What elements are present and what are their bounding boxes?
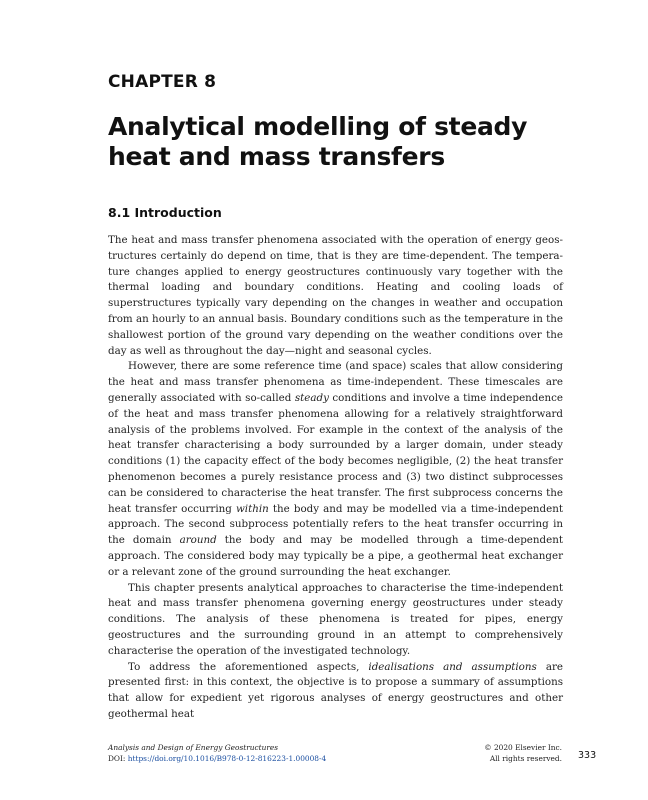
- emphasis-steady: steady: [294, 391, 329, 404]
- section-heading: 8.1 Introduction: [108, 205, 222, 220]
- paragraph-4: [108, 660, 563, 723]
- doi-prefix: DOI:: [108, 754, 128, 763]
- paragraph-2-text-c: the body and may be modelled via a time-independent approach. The second subprocess potentially refers to the heat transfer occurring in the domain: [108, 502, 563, 547]
- copyright-notice: © 2020 Elsevier Inc.: [484, 743, 562, 752]
- emphasis-around: around: [179, 534, 217, 547]
- page-number: 333: [578, 750, 597, 761]
- emphasis-idealisations: idealisations and assumptions: [368, 660, 537, 673]
- paragraph-2-text-a: However, there are some reference time (and space) scales that allow considering the heat and mass transfer phenomena as time-independent. These timescales are generally associated with so-called: [108, 360, 563, 404]
- body-text: [108, 233, 563, 723]
- paragraph-3: This chapter presents analytical approaches to characterise the time-independent heat and mass transfer phenomena governing energy geostructures under steady conditions. The analysis of these phenomena is treated for pipes, energy geostructures and the surrounding ground in an attempt to comprehensively characterise the operation of the investigated technology.: [108, 581, 563, 657]
- footer-copyright: [470, 742, 562, 764]
- footer-citation: [108, 742, 326, 764]
- chapter-title: Analytical modelling of steady heat and mass transfers: [108, 112, 528, 171]
- doi-line: [108, 753, 326, 764]
- emphasis-within: within: [235, 502, 269, 515]
- paragraph-4-text-b: are presented first: in this context, the objective is to propose a summary of assumptions that allow for expedient yet rigorous analyses of energy geostructures and other geothermal heat: [108, 660, 563, 720]
- book-title: Analysis and Design of Energy Geostructures: [108, 743, 279, 752]
- paragraph-2: [108, 359, 563, 580]
- chapter-label: CHAPTER 8: [108, 72, 217, 92]
- paragraph-2-text-b: conditions and involve a time independence of the heat and mass transfer phenomena allowing for a relatively straightforward analysis of the problems involved. For example in the context of the analysis of the heat transfer characterising a body surrounded by a larger domain, under steady conditions (1) the capacity effect of the body becomes negligible, (2) the heat transfer phenomenon becomes a purely resistance process and (3) two distinct subprocesses can be considered to characterise the heat transfer. The first subprocess concerns the heat transfer occurring: [108, 391, 563, 515]
- rights-notice: All rights reserved.: [489, 754, 562, 763]
- paragraph-1: The heat and mass transfer phenomena associated with the operation of energy geostructures certainly do depend on time, that is they are time-dependent. The temperature changes applied to energy geostructures continuously vary together with the thermal loading and boundary conditions. Heating and cooling loads of superstructures typically vary depending on the changes in weather and occupation from an hourly to an annual basis. Boundary conditions such as the temperature in the shallowest portion of the ground vary depending on the weather conditions over the day as well as throughout the day—night and seasonal cycles.: [108, 234, 563, 357]
- doi-link[interactable]: https://doi.org/10.1016/B978-0-12-816223-1.00008-4: [127, 754, 327, 763]
- paragraph-4-text-a: To address the aforementioned aspects,: [128, 660, 369, 673]
- paragraph-2-text-d: the body and may be modelled through a time-dependent approach. The considered body may typically be a pipe, a geothermal heat exchanger or a relevant zone of the ground surrounding the heat exchanger.: [108, 534, 563, 578]
